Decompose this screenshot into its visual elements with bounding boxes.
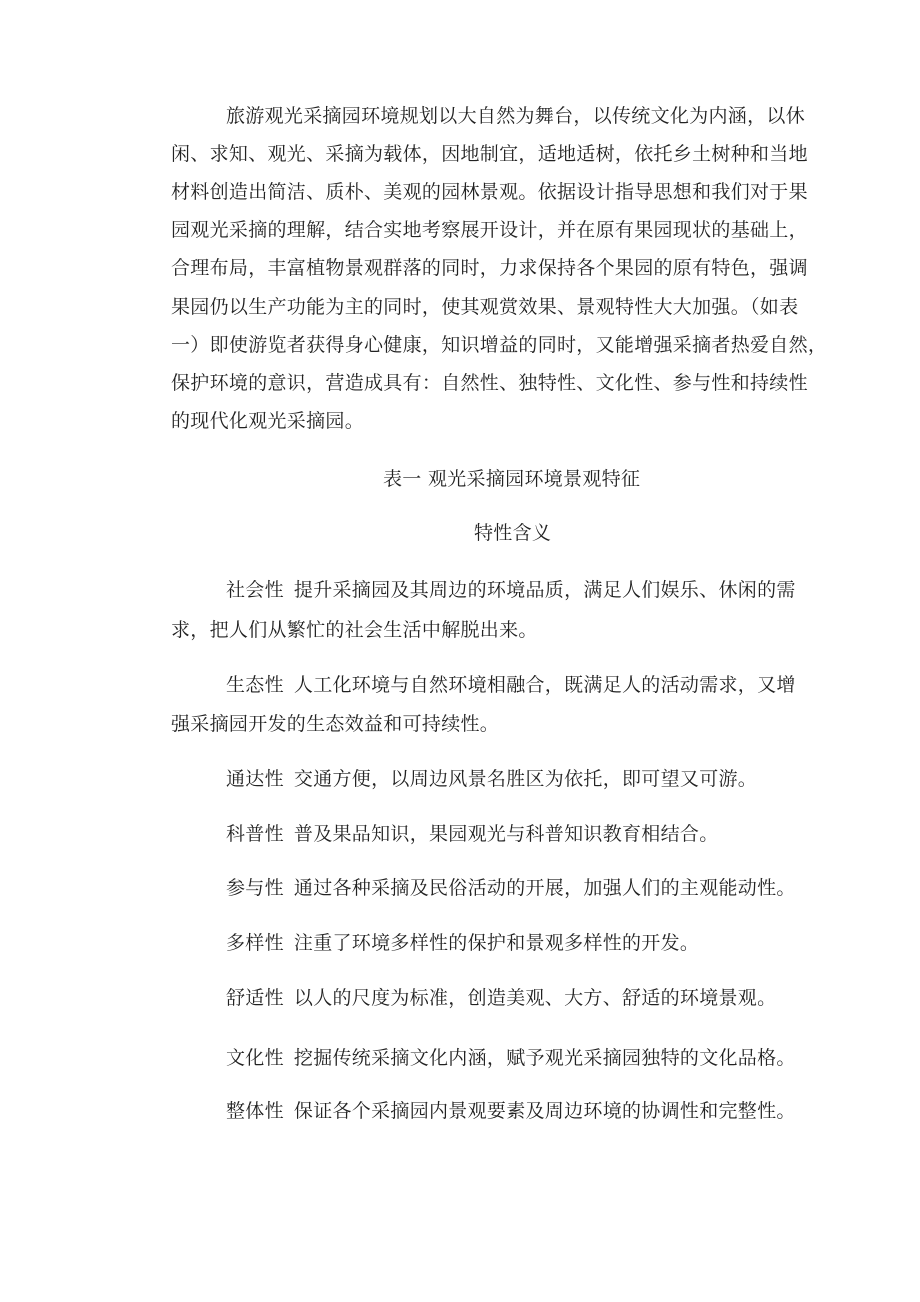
intro-line-8: 保护环境的意识，营造成具有：自然性、独特性、文化性、参与性和持续性 [171, 372, 808, 394]
intro-line-6: 果园仍以生产功能为主的同时，使其观赏效果、景观特性大大加强。（如表 [171, 296, 799, 318]
row-description: 通过各种采摘及民俗活动的开展，加强人们的主观能动性。 [293, 877, 796, 899]
row-description: 提升采摘园及其周边的环境品质，满足人们娱乐、休闲的需 [293, 579, 796, 601]
row-description: 人工化环境与自然环境相融合，既满足人的活动需求，又增 [293, 674, 796, 696]
table-row [226, 822, 719, 846]
row-term: 科普性 [226, 823, 284, 845]
row-description: 挖掘传统采摘文化内涵，赋予观光采摘园独特的文化品格。 [293, 1047, 796, 1069]
row-description: 保证各个采摘园内景观要素及周边环境的协调性和完整性。 [293, 1100, 796, 1122]
row-description: 注重了环境多样性的保护和景观多样性的开发。 [293, 932, 700, 954]
row-term: 社会性 [226, 579, 284, 601]
row-term: 参与性 [226, 877, 284, 899]
table-title: 表一 观光采摘园环境景观特征 [383, 468, 641, 490]
intro-line-3: 材料创造出简洁、质朴、美观的园林景观。依据设计指导思想和我们对于果 [171, 181, 808, 203]
row-description: 以人的尺度为标准，创造美观、大方、舒适的环境景观。 [293, 987, 777, 1009]
intro-line-1: 旅游观光采摘园环境规划以大自然为舞台，以传统文化为内涵，以休 [226, 105, 806, 127]
table-row [226, 578, 796, 602]
row-description-cont: 求，把人们从繁忙的社会生活中解脱出来。 [171, 619, 538, 641]
table-header: 特性含义 [474, 522, 552, 544]
intro-line-4: 园观光采摘的理解，结合实地考察展开设计，并在原有果园现状的基础上， [171, 219, 808, 241]
table-row [226, 876, 796, 900]
row-term: 多样性 [226, 932, 284, 954]
row-description: 普及果品知识，果园观光与科普知识教育相结合。 [293, 823, 719, 845]
table-row [226, 673, 796, 697]
row-term: 生态性 [226, 674, 284, 696]
table-row [226, 986, 776, 1010]
intro-line-7: 一）即使游览者获得身心健康，知识增益的同时，又能增强采摘者热爱自然， [171, 334, 828, 356]
row-term: 文化性 [226, 1047, 284, 1069]
intro-line-2: 闲、求知、观光、采摘为载体，因地制宜，适地适树，依托乡土树种和当地 [171, 143, 808, 165]
row-term: 舒适性 [226, 987, 284, 1009]
intro-line-5: 合理布局，丰富植物景观群落的同时，力求保持各个果园的原有特色，强调 [171, 257, 808, 279]
table-row [226, 767, 757, 791]
intro-line-9: 的现代化观光采摘园。 [171, 410, 365, 432]
table-row [226, 1046, 796, 1070]
table-row [226, 931, 699, 955]
row-description: 交通方便，以周边风景名胜区为依托，即可望又可游。 [293, 768, 758, 790]
row-term: 通达性 [226, 768, 284, 790]
row-description-cont: 强采摘园开发的生态效益和可持续性。 [171, 713, 500, 735]
table-row [226, 1099, 796, 1123]
row-term: 整体性 [226, 1100, 284, 1122]
